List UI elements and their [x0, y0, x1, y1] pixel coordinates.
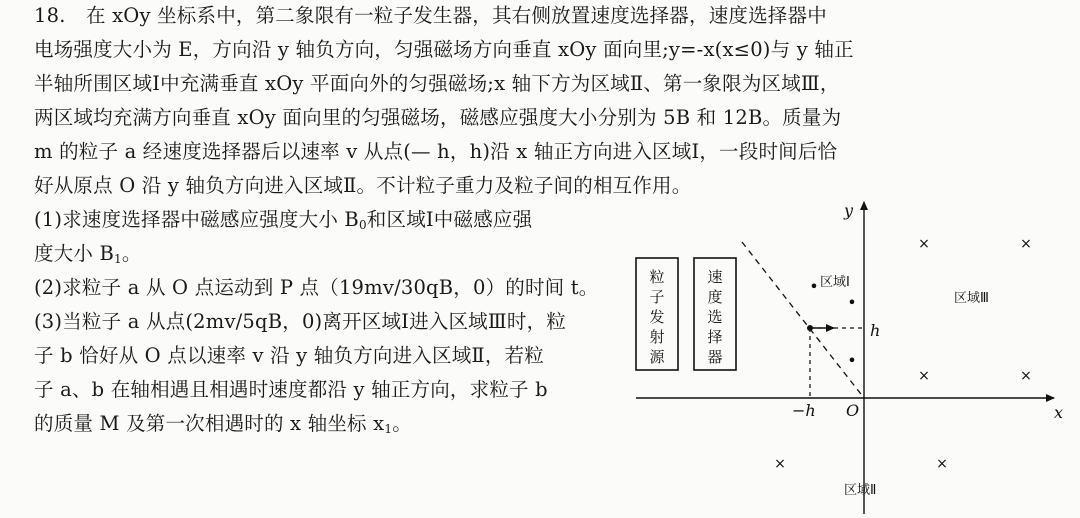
- field-in-cross: ×: [1020, 236, 1032, 252]
- subquestion-3-line-3: 子 a、b 在轴相遇且相遇时速度都沿 y 轴正方向，求粒子 b: [34, 378, 548, 401]
- origin-label: O: [846, 401, 860, 420]
- region-2-label: 区域Ⅱ: [844, 483, 877, 498]
- x-axis-label: x: [1054, 403, 1064, 422]
- particle-a-dot: [807, 325, 813, 331]
- stem-line-5: m 的粒子 a 经速度选择器后以速率 v 从点(— h，h)沿 x 轴正方向进入区域Ⅰ，一段时间后恰: [34, 140, 838, 163]
- region-3-label: 区域Ⅲ: [954, 291, 989, 306]
- subquestion-1-line-2: 度大小 $B_1$。: [34, 242, 142, 266]
- generator-char: 射: [649, 328, 665, 346]
- generator-char: 源: [649, 348, 665, 366]
- field-in-cross: ×: [1020, 368, 1032, 384]
- selector-char: 器: [707, 348, 723, 366]
- selector-char: 度: [707, 288, 723, 306]
- field-out-dot: •: [847, 293, 857, 312]
- field-in-cross: ×: [918, 368, 930, 384]
- stem-line-3: 半轴所围区域Ⅰ中充满垂直 xOy 平面向外的匀强磁场;x 轴下方为区域Ⅱ、第一象限为区域Ⅲ，: [34, 72, 840, 95]
- velocity-selector-label: [707, 268, 722, 366]
- stem-line-4: 两区域均充满方向垂直 xOy 面向里的匀强磁场，磁感应强度大小分别为 5B 和 12B。质量为: [34, 106, 842, 129]
- region-1-label: 区域Ⅰ: [820, 275, 850, 290]
- h-label: h: [870, 321, 881, 340]
- subquestion-1-line-1: (1)求速度选择器中磁感应强度大小 $B_0$和区域Ⅰ中磁感应强: [34, 208, 533, 232]
- selector-char: 选: [707, 308, 723, 326]
- question-number: 18.: [34, 4, 66, 27]
- stem-line-6: 好从原点 O 沿 y 轴负方向进入区域Ⅱ。不计粒子重力及粒子间的相互作用。: [34, 174, 692, 197]
- y-axis-label: y: [844, 201, 854, 220]
- subquestion-3-line-2: 子 b 恰好从 O 点以速率 v 沿 y 轴负方向进入区域Ⅱ，若粒: [34, 344, 544, 367]
- physics-diagram: [630, 196, 1070, 514]
- field-in-cross: ×: [774, 456, 786, 472]
- neg-h-label: −h: [792, 401, 816, 420]
- generator-char: 粒: [649, 268, 665, 286]
- stem-line-2: 电场强度大小为 E，方向沿 y 轴负方向，匀强磁场方向垂直 xOy 面向里;y=-x(x≤0)与 y 轴正: [34, 38, 854, 61]
- field-out-dot: •: [809, 277, 819, 296]
- generator-char: 子: [649, 288, 665, 306]
- field-in-cross: ×: [936, 456, 948, 472]
- field-out-dot: •: [847, 351, 857, 370]
- selector-char: 速: [707, 268, 723, 286]
- field-in-cross: ×: [918, 236, 930, 252]
- generator-char: 发: [649, 308, 665, 326]
- subquestion-3-line-4: 的质量 M 及第一次相遇时的 x 轴坐标 $x_1$。: [34, 412, 412, 436]
- boundary-line: [742, 242, 864, 398]
- particle-generator-label: [649, 268, 665, 366]
- selector-char: 择: [707, 328, 723, 346]
- stem-line-1: 18. 在 xOy 坐标系中，第二象限有一粒子发生器，其右侧放置速度选择器，速度选择器中: [34, 2, 827, 30]
- subquestion-2: (2)求粒子 a 从 O 点运动到 P 点（19mv/30qB，0）的时间 t。: [34, 276, 599, 299]
- subquestion-3-line-1: (3)当粒子 a 从点(2mv/5qB，0)离开区域Ⅰ进入区域Ⅲ时，粒: [34, 310, 566, 333]
